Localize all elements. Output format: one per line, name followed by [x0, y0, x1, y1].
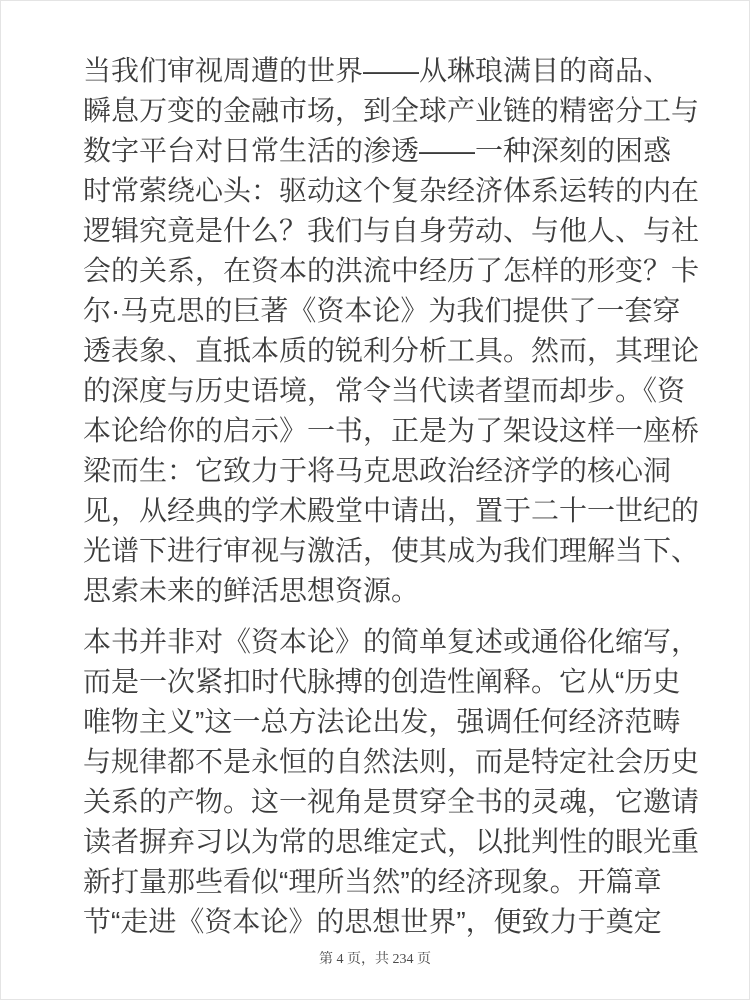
text-line: 数字平台对日常生活的渗透——一种深刻的困惑	[83, 135, 672, 166]
text-line: 而是一次紧扣时代脉搏的创造性阐释。它从“历史	[83, 666, 681, 697]
text-line: 见，从经典的学术殿堂中请出，置于二十一世纪的	[83, 495, 700, 526]
text-line: 逻辑究竟是什么？我们与自身劳动、与他人、与社	[83, 215, 700, 246]
paragraph	[83, 622, 700, 942]
text-line: 关系的产物。这一视角是贯穿全书的灵魂，它邀请	[83, 786, 700, 817]
text-line: 的深度与历史语境，常令当代读者望而却步。《资	[83, 375, 686, 406]
text-line: 思索未来的鲜活思想资源。	[83, 575, 420, 606]
page-indicator: 第 4 页，共 234 页	[319, 952, 431, 967]
text-line: 透表象、直抵本质的锐利分析工具。然而，其理论	[83, 335, 700, 366]
text-line: 新打量那些看似“理所当然”的经济现象。开篇章	[83, 866, 662, 897]
text-line: 本论给你的启示》一书，正是为了架设这样一座桥	[83, 415, 700, 446]
text-line: 会的关系，在资本的洪流中经历了怎样的形变？卡	[83, 255, 700, 286]
text-line: 本书并非对《资本论》的简单复述或通俗化缩写，	[83, 626, 700, 657]
text-line: 读者摒弃习以为常的思维定式，以批判性的眼光重	[83, 826, 700, 857]
text-line: 梁而生：它致力于将马克思政治经济学的核心洞	[83, 455, 672, 486]
paragraph	[83, 51, 700, 611]
text-line: 尔·马克思的巨著《资本论》为我们提供了一套穿	[83, 295, 681, 326]
page-footer	[1, 951, 749, 969]
page-content	[83, 51, 700, 942]
text-line: 节“走进《资本论》的思想世界”，便致力于奠定	[83, 906, 662, 937]
text-line: 与规律都不是永恒的自然法则，而是特定社会历史	[83, 746, 700, 777]
text-line: 唯物主义”这一总方法论出发，强调任何经济范畴	[83, 706, 681, 737]
text-line: 时常萦绕心头：驱动这个复杂经济体系运转的内在	[83, 175, 700, 206]
text-line: 当我们审视周遭的世界——从琳琅满目的商品、	[83, 55, 672, 86]
text-line: 瞬息万变的金融市场，到全球产业链的精密分工与	[83, 95, 700, 126]
text-line: 光谱下进行审视与激活，使其成为我们理解当下、	[83, 535, 700, 566]
